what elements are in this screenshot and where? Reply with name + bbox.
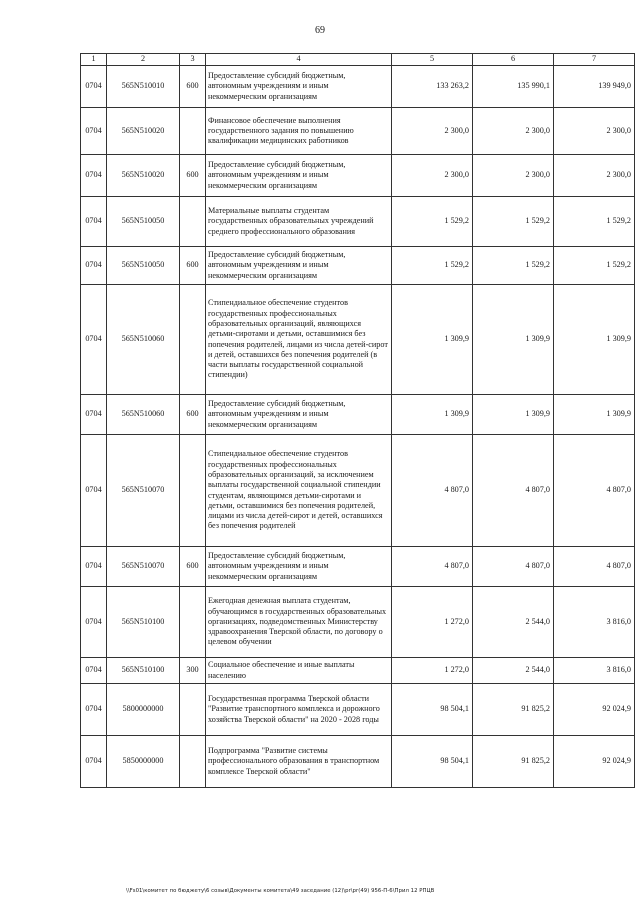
expense-type-code [180, 435, 206, 547]
target-article-code: 565N510050 [107, 247, 180, 285]
target-article-code: 565N510050 [107, 197, 180, 247]
expense-type-code: 600 [180, 547, 206, 587]
amount-year-1: 4 807,0 [392, 435, 473, 547]
item-name: Предоставление субсидий бюджетным, автономным учреждениям и иным некоммерческим организациям [206, 395, 392, 435]
section-code: 0704 [81, 435, 107, 547]
amount-year-3: 3 816,0 [554, 658, 635, 684]
amount-year-1: 2 300,0 [392, 108, 473, 155]
amount-year-2: 2 300,0 [473, 108, 554, 155]
page-number: 69 [315, 25, 325, 36]
target-article-code: 565N510070 [107, 435, 180, 547]
amount-year-3: 2 300,0 [554, 108, 635, 155]
budget-table [80, 53, 635, 788]
expense-type-code: 600 [180, 395, 206, 435]
table-row [81, 736, 635, 788]
item-name: Предоставление субсидий бюджетным, автономным учреждениям и иным некоммерческим организациям [206, 155, 392, 197]
target-article-code: 565N510020 [107, 108, 180, 155]
target-article-code: 565N510070 [107, 547, 180, 587]
section-code: 0704 [81, 108, 107, 155]
amount-year-3: 92 024,9 [554, 736, 635, 788]
target-article-code: 565N510020 [107, 155, 180, 197]
amount-year-1: 98 504,1 [392, 684, 473, 736]
item-name: Стипендиальное обеспечение студентов государственных профессиональных образовательных организаций, являющихся детьми-сиротами и детьми, оставшимися без попечения родителей, лицами из числа детей-сирот и детей, оставшихся без попечения родителей (в части выплаты государственной социальной стипендии) [206, 285, 392, 395]
amount-year-2: 2 544,0 [473, 658, 554, 684]
expense-type-code: 600 [180, 66, 206, 108]
amount-year-1: 2 300,0 [392, 155, 473, 197]
amount-year-3: 4 807,0 [554, 435, 635, 547]
item-name: Подпрограмма "Развитие системы профессионального образования в транспортном комплексе Тверской области" [206, 736, 392, 788]
amount-year-2: 1 309,9 [473, 285, 554, 395]
expense-type-code [180, 285, 206, 395]
item-name: Стипендиальное обеспечение студентов государственных профессиональных образовательных организаций, за исключением выплаты государственной социальной стипендии студентам, являющимся детьми-сиротами и детьми, оставшимися без попечения родителей, лицами из числа детей-сирот и детей, оставшихся без попечения родителей [206, 435, 392, 547]
item-name: Ежегодная денежная выплата студентам, обучающимся в государственных образовательных организациях, подведомственных Министерству здравоохранения Тверской области, по договору о целевом обучении [206, 587, 392, 658]
section-code: 0704 [81, 684, 107, 736]
amount-year-1: 1 272,0 [392, 587, 473, 658]
expense-type-code: 300 [180, 658, 206, 684]
amount-year-2: 4 807,0 [473, 435, 554, 547]
column-header-2: 2 [107, 54, 180, 66]
table-row [81, 435, 635, 547]
document-file-path: \\Fs01\комитет по бюджету\6 созыв\Документы комитета\49 заседание (12)\pr\pr(49) 956-П-6\Прил 12 РПЦВ [126, 888, 435, 894]
amount-year-2: 1 529,2 [473, 247, 554, 285]
expense-type-code [180, 684, 206, 736]
item-name: Материальные выплаты студентам государственных образовательных учреждений среднего профессионального образования [206, 197, 392, 247]
section-code: 0704 [81, 736, 107, 788]
item-name: Государственная программа Тверской области "Развитие транспортного комплекса и дорожного хозяйства Тверской области" на 2020 - 2028 годы [206, 684, 392, 736]
amount-year-2: 135 990,1 [473, 66, 554, 108]
amount-year-3: 3 816,0 [554, 587, 635, 658]
table-row [81, 587, 635, 658]
amount-year-1: 1 309,9 [392, 285, 473, 395]
column-header-1: 1 [81, 54, 107, 66]
column-header-4: 4 [206, 54, 392, 66]
amount-year-1: 98 504,1 [392, 736, 473, 788]
amount-year-3: 1 529,2 [554, 247, 635, 285]
table-row [81, 285, 635, 395]
section-code: 0704 [81, 587, 107, 658]
amount-year-2: 2 544,0 [473, 587, 554, 658]
section-code: 0704 [81, 197, 107, 247]
amount-year-1: 1 529,2 [392, 197, 473, 247]
table-row [81, 155, 635, 197]
table-row [81, 547, 635, 587]
amount-year-3: 139 949,0 [554, 66, 635, 108]
expense-type-code [180, 736, 206, 788]
expense-type-code: 600 [180, 155, 206, 197]
table-row [81, 395, 635, 435]
amount-year-2: 1 309,9 [473, 395, 554, 435]
amount-year-3: 92 024,9 [554, 684, 635, 736]
section-code: 0704 [81, 395, 107, 435]
amount-year-2: 91 825,2 [473, 736, 554, 788]
expense-type-code: 600 [180, 247, 206, 285]
item-name: Социальное обеспечение и иные выплаты населению [206, 658, 392, 684]
amount-year-1: 1 272,0 [392, 658, 473, 684]
target-article-code: 565N510060 [107, 285, 180, 395]
target-article-code: 5800000000 [107, 684, 180, 736]
amount-year-3: 4 807,0 [554, 547, 635, 587]
section-code: 0704 [81, 658, 107, 684]
amount-year-2: 2 300,0 [473, 155, 554, 197]
section-code: 0704 [81, 547, 107, 587]
target-article-code: 565N510010 [107, 66, 180, 108]
section-code: 0704 [81, 285, 107, 395]
target-article-code: 565N510100 [107, 658, 180, 684]
amount-year-1: 133 263,2 [392, 66, 473, 108]
column-header-3: 3 [180, 54, 206, 66]
amount-year-3: 2 300,0 [554, 155, 635, 197]
section-code: 0704 [81, 66, 107, 108]
column-header-6: 6 [473, 54, 554, 66]
item-name: Предоставление субсидий бюджетным, автономным учреждениям и иным некоммерческим организациям [206, 247, 392, 285]
column-header-5: 5 [392, 54, 473, 66]
amount-year-2: 1 529,2 [473, 197, 554, 247]
column-header-7: 7 [554, 54, 635, 66]
target-article-code: 565N510100 [107, 587, 180, 658]
amount-year-2: 4 807,0 [473, 547, 554, 587]
table-header-row [81, 54, 635, 66]
table-row [81, 684, 635, 736]
expense-type-code [180, 108, 206, 155]
target-article-code: 5850000000 [107, 736, 180, 788]
amount-year-1: 4 807,0 [392, 547, 473, 587]
table-row [81, 658, 635, 684]
amount-year-3: 1 529,2 [554, 197, 635, 247]
amount-year-3: 1 309,9 [554, 395, 635, 435]
table-row [81, 108, 635, 155]
target-article-code: 565N510060 [107, 395, 180, 435]
section-code: 0704 [81, 247, 107, 285]
item-name: Финансовое обеспечение выполнения государственного задания по повышению квалификации медицинских работников [206, 108, 392, 155]
expense-type-code [180, 587, 206, 658]
amount-year-1: 1 529,2 [392, 247, 473, 285]
expense-type-code [180, 197, 206, 247]
section-code: 0704 [81, 155, 107, 197]
table-row [81, 197, 635, 247]
item-name: Предоставление субсидий бюджетным, автономным учреждениям и иным некоммерческим организациям [206, 547, 392, 587]
amount-year-1: 1 309,9 [392, 395, 473, 435]
amount-year-3: 1 309,9 [554, 285, 635, 395]
table-row [81, 247, 635, 285]
item-name: Предоставление субсидий бюджетным, автономным учреждениям и иным некоммерческим организациям [206, 66, 392, 108]
table-row [81, 66, 635, 108]
amount-year-2: 91 825,2 [473, 684, 554, 736]
